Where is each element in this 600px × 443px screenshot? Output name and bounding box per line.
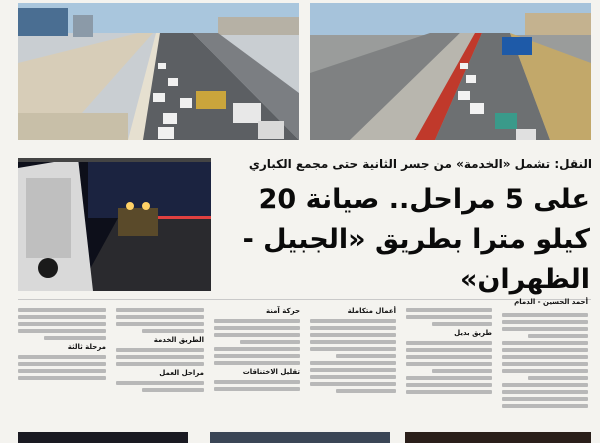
article-subhead: حركة آمنة	[266, 307, 300, 315]
article-column-1	[502, 310, 588, 435]
article-subhead: الطريق الخدمة	[153, 336, 204, 344]
article-subhead: أعمال متكاملة	[347, 307, 396, 315]
article-subhead: مرحلة ثالثة	[67, 343, 106, 351]
article-column-6	[18, 305, 106, 430]
photo-highway-traffic	[18, 3, 299, 140]
article-kicker: النقل: تشمل «الخدمة» من جسر الثانية حتى مجمع الكباري	[248, 157, 592, 171]
photo-strip-middle	[210, 432, 390, 443]
divider	[18, 299, 591, 300]
article-byline: أحمد الحسين - الدمام	[514, 298, 588, 306]
article-column-3	[310, 305, 396, 430]
photo-strip-left	[18, 432, 188, 443]
article-column-5	[116, 305, 204, 430]
article-column-4	[214, 305, 300, 430]
photo-night-roadwork	[18, 158, 211, 291]
photo-strip-right	[405, 432, 591, 443]
article-column-2	[406, 305, 492, 430]
article-subhead: طريق بديل	[454, 329, 492, 337]
photo-highway-barrier	[310, 3, 591, 140]
article-subhead: مراحل العمل	[159, 369, 204, 377]
article-headline: على 5 مراحل.. صيانة 20 كيلو مترا بطريق «الجبيل - الظهران»	[242, 184, 590, 295]
article-subhead: تقليل الاختناقات	[242, 368, 300, 376]
